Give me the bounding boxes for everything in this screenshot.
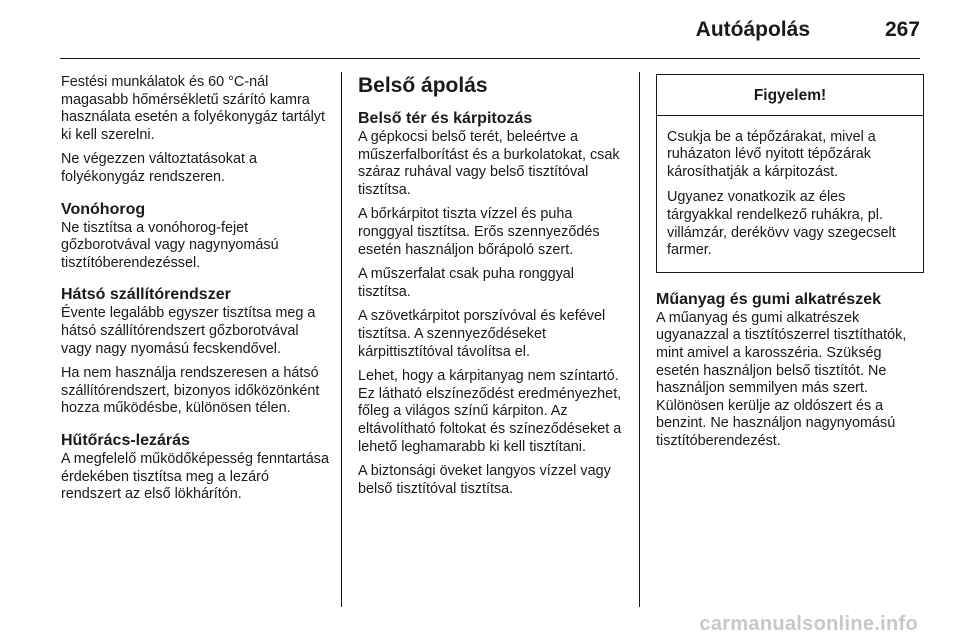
paragraph: Lehet, hogy a kárpitanyag nem színtartó. Ez látható elszíneződést eredményezhet, főleg a világos színű kárpiton. Az eltávolítható foltokat és színeződéseket a lehető leghamarabb ki kell tisztítani. — [358, 368, 622, 455]
section-heading-muanyag-gumi: Műanyag és gumi alkatrészek — [656, 290, 881, 308]
header-divider — [60, 58, 920, 59]
paragraph: A szövetkárpitot porszívóval és kefével tisztítsa. A szennyeződéseket kárpittisztítóval távolítsa el. — [358, 308, 606, 360]
column-divider-2 — [639, 72, 640, 607]
watermark: carmanualsonline.info — [699, 613, 918, 635]
column-left — [61, 74, 331, 511]
paragraph: A megfelelő működőképesség fenntartása érdekében tisztítsa meg a lezáró rendszert az első lökhárítón. — [61, 450, 329, 503]
paragraph: Ha nem használja rendszeresen a hátsó szállítórendszert, bizonyos időközönként hozza működésbe, különösen télen. — [61, 365, 320, 417]
paragraph: A műszerfalat csak puha ronggyal tisztítsa. — [358, 266, 574, 300]
paragraph: Csukja be a tépőzárakat, mivel a ruházaton lévő nyitott tépőzárak károsíthatják a kárpitozást. — [667, 128, 876, 180]
section-heading-belso-ter: Belső tér és kárpitozás — [358, 110, 533, 127]
warning-title: Figyelem! — [657, 75, 923, 116]
column-divider-1 — [341, 72, 342, 607]
paragraph: Ne tisztítsa a vonóhorog-fejet gőzborotvával vagy nagynyomású tisztítóberendezéssel. — [61, 219, 279, 271]
warning-body — [657, 116, 923, 272]
paragraph: Ne végezzen változtatásokat a folyékonygáz rendszeren. — [61, 151, 257, 185]
chapter-title: Belső ápolás — [358, 74, 488, 97]
paragraph: A műanyag és gumi alkatrészek ugyanazzal a tisztítószerrel tisztíthatók, mint amivel a karosszéria. Szükség esetén használjon belső tisztítót. Ne használjon semmilyen más szert. Különösen kerülje az oldószert és a benzint. Ne használjon nagynyomású tisztítóberendezést. — [656, 309, 907, 449]
warning-box — [656, 74, 924, 273]
page-number: 267 — [884, 18, 920, 41]
column-middle — [358, 74, 630, 505]
running-title: Autóápolás — [695, 18, 810, 41]
paragraph: A gépkocsi belső terét, beleértve a műszerfalborítást és a burkolatokat, csak száraz ruhával vagy belső tisztítóval tisztítsa. — [358, 129, 620, 198]
paragraph: Évente legalább egyszer tisztítsa meg a hátsó szállítórendszert gőzborotvával vagy nagy nyomású fecskendővel. — [61, 305, 316, 357]
paragraph: A biztonsági öveket langyos vízzel vagy belső tisztítóval tisztítsa. — [358, 463, 611, 497]
column-right — [656, 74, 924, 458]
paragraph: A bőrkárpitot tiszta vízzel és puha ronggyal tisztítsa. Erős szennyeződés esetén használjon bőrápoló szert. — [358, 206, 600, 258]
paragraph: Festési munkálatok és 60 °C-nál magasabb hőmérsékletű szárító kamra használata esetén a folyékonygáz tartályt ki kell szerelni. — [61, 74, 325, 143]
paragraph: Ugyanez vonatkozik az éles tárgyakkal rendelkező ruhákra, pl. villámzár, derékövv vagy szegecselt farmer. — [667, 189, 896, 259]
section-heading-hatso-szallitorendszer: Hátsó szállítórendszer — [61, 286, 231, 304]
section-heading-hutoracs-lezaras: Hűtőrács-lezárás — [61, 431, 190, 449]
section-heading-vonohorog: Vonóhorog — [61, 200, 146, 218]
